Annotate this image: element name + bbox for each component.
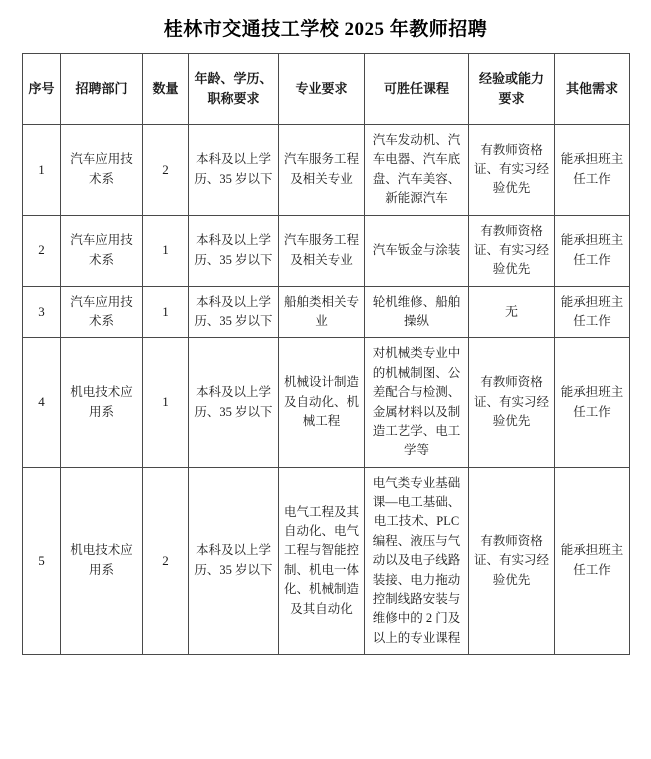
document-page — [0, 14, 651, 759]
cell-major: 船舶类相关专业 — [279, 286, 365, 338]
cell-major: 机械设计制造及自动化、机械工程 — [279, 338, 365, 467]
cell-quantity: 1 — [143, 286, 189, 338]
column-header-quantity: 数量 — [143, 54, 189, 125]
table-row — [23, 286, 630, 338]
table-row — [23, 215, 630, 286]
cell-other: 能承担班主任工作 — [555, 125, 630, 216]
cell-department: 机电技术应用系 — [61, 338, 143, 467]
cell-quantity: 1 — [143, 215, 189, 286]
table-header — [23, 54, 630, 125]
cell-quantity: 2 — [143, 467, 189, 654]
recruitment-table — [22, 53, 630, 655]
cell-other: 能承担班主任工作 — [555, 215, 630, 286]
cell-other: 能承担班主任工作 — [555, 338, 630, 467]
cell-courses: 轮机维修、船舶操纵 — [365, 286, 469, 338]
cell-requirements: 本科及以上学历、35 岁以下 — [189, 467, 279, 654]
table-header-row — [23, 54, 630, 125]
cell-requirements: 本科及以上学历、35 岁以下 — [189, 286, 279, 338]
cell-courses: 汽车钣金与涂装 — [365, 215, 469, 286]
cell-quantity: 1 — [143, 338, 189, 467]
page-title: 桂林市交通技工学校 2025 年教师招聘 — [163, 19, 488, 40]
table-row — [23, 125, 630, 216]
cell-courses: 汽车发动机、汽车电器、汽车底盘、汽车美容、新能源汽车 — [365, 125, 469, 216]
cell-quantity: 2 — [143, 125, 189, 216]
column-header-requirements: 年龄、学历、职称要求 — [189, 54, 279, 125]
cell-department: 机电技术应用系 — [61, 467, 143, 654]
cell-index: 2 — [23, 215, 61, 286]
cell-department: 汽车应用技术系 — [61, 125, 143, 216]
cell-requirements: 本科及以上学历、35 岁以下 — [189, 215, 279, 286]
table-body — [23, 125, 630, 655]
column-header-other: 其他需求 — [555, 54, 630, 125]
cell-major: 汽车服务工程及相关专业 — [279, 215, 365, 286]
cell-major: 电气工程及其自动化、电气工程与智能控制、机电一体化、机械制造及其自动化 — [279, 467, 365, 654]
cell-index: 5 — [23, 467, 61, 654]
cell-experience: 有教师资格证、有实习经验优先 — [469, 215, 555, 286]
cell-experience: 有教师资格证、有实习经验优先 — [469, 467, 555, 654]
cell-experience: 有教师资格证、有实习经验优先 — [469, 125, 555, 216]
cell-experience: 无 — [469, 286, 555, 338]
cell-requirements: 本科及以上学历、35 岁以下 — [189, 125, 279, 216]
cell-other: 能承担班主任工作 — [555, 467, 630, 654]
cell-requirements: 本科及以上学历、35 岁以下 — [189, 338, 279, 467]
table-row — [23, 338, 630, 467]
column-header-courses: 可胜任课程 — [365, 54, 469, 125]
cell-other: 能承担班主任工作 — [555, 286, 630, 338]
cell-index: 4 — [23, 338, 61, 467]
cell-major: 汽车服务工程及相关专业 — [279, 125, 365, 216]
cell-department: 汽车应用技术系 — [61, 286, 143, 338]
column-header-department: 招聘部门 — [61, 54, 143, 125]
cell-index: 3 — [23, 286, 61, 338]
cell-courses: 电气类专业基础课—电工基础、电工技术、PLC 编程、液压与气动以及电子线路装接、电力拖动控制线路安装与维修中的 2 门及以上的专业课程 — [365, 467, 469, 654]
column-header-index: 序号 — [23, 54, 61, 125]
cell-department: 汽车应用技术系 — [61, 215, 143, 286]
column-header-experience: 经验或能力要求 — [469, 54, 555, 125]
table-row — [23, 467, 630, 654]
cell-courses: 对机械类专业中的机械制图、公差配合与检测、金属材料以及制造工艺学、电工学等 — [365, 338, 469, 467]
cell-experience: 有教师资格证、有实习经验优先 — [469, 338, 555, 467]
cell-index: 1 — [23, 125, 61, 216]
column-header-major: 专业要求 — [279, 54, 365, 125]
